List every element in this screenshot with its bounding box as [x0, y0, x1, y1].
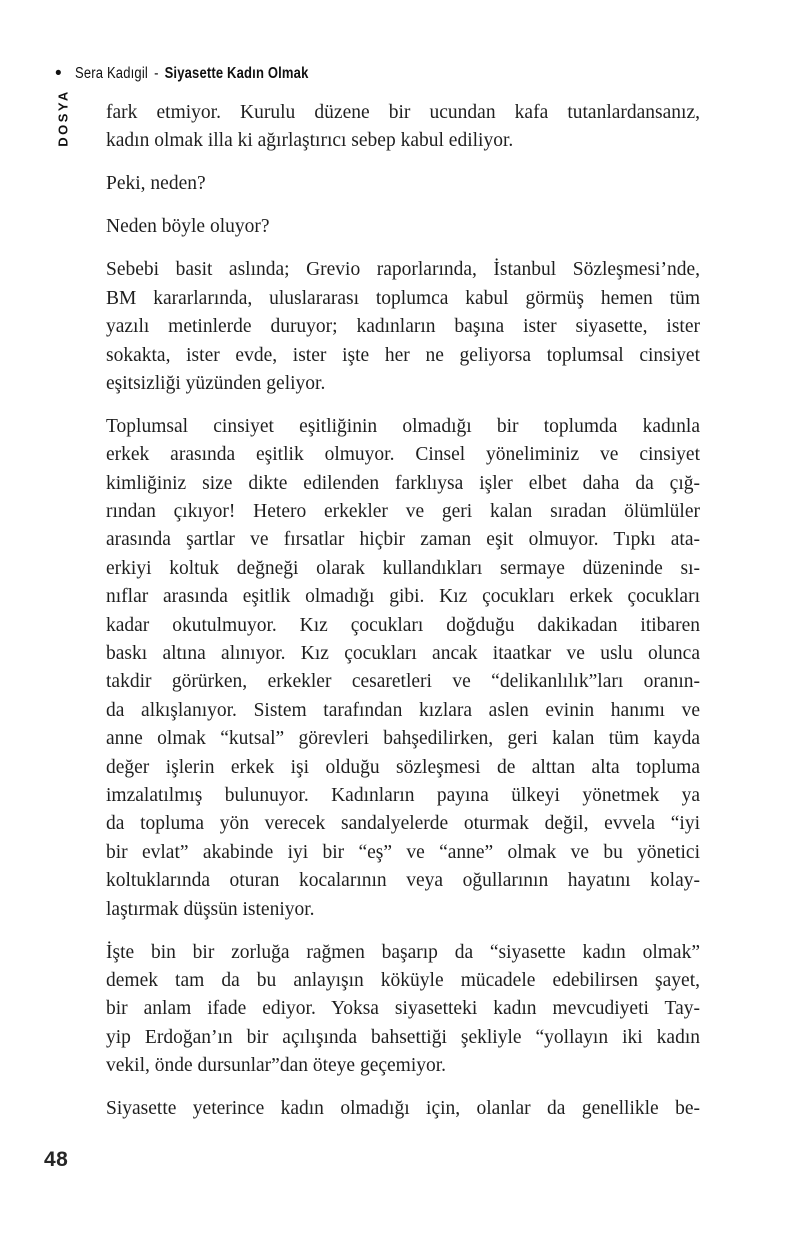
text-line: nıflar arasında eşitlik olmadığı gibi. Kız çocukları erkek çocukları	[106, 586, 700, 608]
text-line: kimliğiniz size dikte edilenden farklıysa işler elbet daha da çığ-	[106, 472, 700, 494]
text-line: baskı altına alınıyor. Kız çocukları ancak itaatkar ve uslu olunca	[106, 643, 700, 665]
paragraph	[106, 939, 700, 1081]
text-line: anne olmak “kutsal” görevleri bahşedilirken, geri kalan tüm kayda	[106, 728, 700, 750]
author-name: Sera Kadıgil	[74, 64, 148, 82]
text-line: Neden böyle oluyor?	[106, 216, 270, 238]
text-line: değer işlerin erkek işi olduğu sözleşmesi de alttan alta topluma	[106, 756, 700, 778]
paragraph	[106, 1095, 700, 1123]
text-line: Siyasette yeterince kadın olmadığı için, olanlar da genellikle be-	[106, 1098, 700, 1120]
text-line: fark etmiyor. Kurulu düzene bir ucundan kafa tutanlardansanız,	[106, 102, 700, 123]
paragraph	[106, 99, 700, 156]
text-line: erkiyi koltuk değneği olarak kullandıkları sermaye düzeninde sı-	[106, 557, 700, 579]
paragraph	[106, 213, 700, 241]
paragraph	[106, 170, 700, 198]
text-line: imzalatılmış bulunuyor. Kadınların payına ülkeyi yönetmek ya	[106, 784, 700, 806]
text-line: Sebebi basit aslında; Grevio raporlarında, İstanbul Sözleşmesi’nde,	[106, 259, 700, 281]
running-header	[55, 64, 353, 83]
text-line: rından çıkıyor! Hetero erkekler ve geri kalan sıradan ölümlüler	[106, 501, 700, 523]
text-line: BM kararlarında, uluslararası toplumca kabul görmüş hemen tüm	[106, 287, 700, 309]
section-label-dosya: DOSYA	[55, 89, 71, 147]
bullet-icon: •	[55, 63, 62, 84]
text-line: vekil, önde dursunlar”dan öteye geçemiyor.	[106, 1055, 447, 1077]
text-line: erkek arasında eşitlik olmuyor. Cinsel yöneliminiz ve cinsiyet	[106, 444, 700, 466]
text-line: eşitsizliği yüzünden geliyor.	[106, 372, 326, 394]
text-line: kadar okutulmuyor. Kız çocukları doğduğu dakikadan itibaren	[106, 614, 700, 636]
body-text	[106, 99, 700, 1138]
book-title: Siyasette Kadın Olmak	[164, 64, 309, 82]
text-line: yip Erdoğan’ın bir açılışında bahsettiği şekliyle “yollayın iki kadın	[106, 1026, 700, 1048]
text-line: da alkışlanıyor. Sistem tarafından kızlara aslen evinin hanımı ve	[106, 699, 700, 721]
paragraph	[106, 256, 700, 398]
text-line: İşte bin bir zorluğa rağmen başarıp da “siyasette kadın olmak”	[106, 941, 700, 963]
paragraph	[106, 413, 700, 924]
text-line: laştırmak düşsün isteniyor.	[106, 898, 315, 920]
text-line: Peki, neden?	[106, 173, 206, 195]
header-separator: -	[153, 64, 159, 82]
text-line: da topluma yön verecek sandalyelerde oturmak değil, evvela “iyi	[106, 813, 700, 835]
page-number: 48	[44, 1148, 69, 1171]
text-line: demek tam da bu anlayışın köküyle mücadele edebilirsen şayet,	[106, 969, 700, 991]
text-line: bir anlam ifade ediyor. Yoksa siyasetteki kadın mevcudiyeti Tay-	[106, 998, 700, 1020]
text-line: sokakta, ister evde, ister işte her ne geliyorsa toplumsal cinsiyet	[106, 344, 700, 366]
header-text	[75, 65, 308, 83]
text-line: bir evlat” akabinde iyi bir “eş” ve “anne” olmak ve bu yönetici	[106, 841, 700, 863]
text-line: Toplumsal cinsiyet eşitliğinin olmadığı bir toplumda kadınla	[106, 415, 700, 437]
text-line: arasında şartlar ve fırsatlar hiçbir zaman eşit olmuyor. Tıpkı ata-	[106, 529, 700, 551]
text-line: kadın olmak illa ki ağırlaştırıcı sebep kabul ediliyor.	[106, 130, 514, 152]
text-line: takdir görürken, erkekler cesaretleri ve “delikanlılık”ları oranın-	[106, 671, 700, 693]
text-line: koltuklarında oturan kocalarının veya oğullarının hayatını kolay-	[106, 870, 700, 892]
text-line: yazılı metinlerde duruyor; kadınların başına ister siyasette, ister	[106, 316, 700, 338]
